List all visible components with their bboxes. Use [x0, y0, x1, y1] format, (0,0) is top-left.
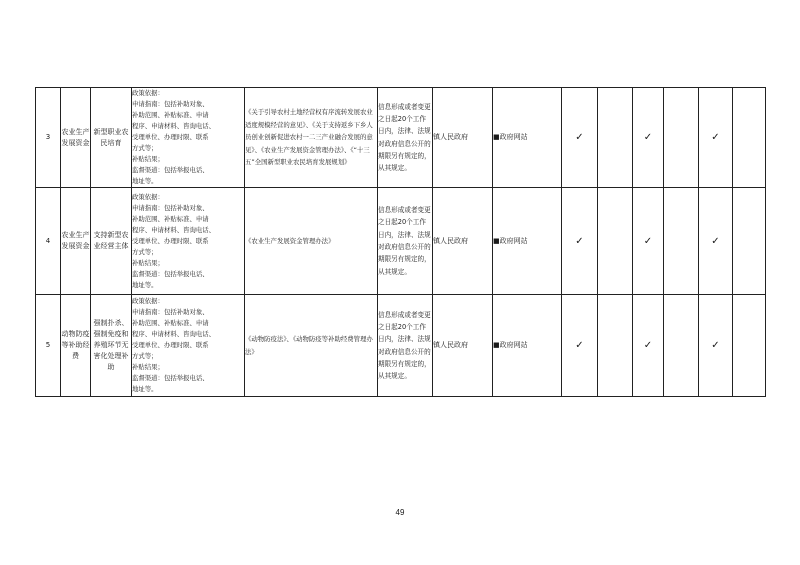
row-time-limit: 信息形成或者变更之日起20个工作日内，法律、法规对政府信息公开的期限另有规定的，从其规定。 [378, 88, 433, 188]
check-mark [598, 88, 633, 188]
check-mark [733, 295, 766, 397]
check-mark [733, 88, 766, 188]
check-mark: ✓ [699, 295, 733, 397]
check-mark: ✓ [562, 88, 598, 188]
check-mark [733, 188, 766, 295]
row-item: 新型职业农民培育 [91, 88, 132, 188]
row-category: 农业生产发展资金 [61, 88, 91, 188]
row-subject: 镇人民政府 [433, 88, 493, 188]
check-mark: ✓ [633, 88, 664, 188]
table-row [36, 188, 766, 295]
check-mark: ✓ [699, 88, 733, 188]
row-time-limit: 信息形成或者变更之日起20个工作日内，法律、法规对政府信息公开的期限另有规定的，从其规定。 [378, 295, 433, 397]
row-category: 农业生产发展资金 [61, 188, 91, 295]
check-mark: ✓ [633, 295, 664, 397]
row-subject: 镇人民政府 [433, 188, 493, 295]
row-channel: ■政府网站 [493, 188, 562, 295]
row-channel: ■政府网站 [493, 295, 562, 397]
check-mark: ✓ [562, 295, 598, 397]
row-channel: ■政府网站 [493, 88, 562, 188]
check-mark [664, 88, 699, 188]
row-basis: 《农业生产发展资金管理办法》 [245, 188, 378, 295]
check-mark: ✓ [699, 188, 733, 295]
row-index: 4 [36, 188, 61, 295]
check-mark [598, 295, 633, 397]
row-category: 动物防疫等补助经费 [61, 295, 91, 397]
check-mark: ✓ [562, 188, 598, 295]
row-index: 5 [36, 295, 61, 397]
row-content: 政策依据： 申请指南：包括补助对象、 补助范围、补贴标准、申请 程序、申请材料、咨询电话、 受理单位、办理时限、联系 方式等； 补贴结果； 监督渠道：包括举报电话、 地址等。 [132, 295, 245, 397]
row-content: 政策依据： 申请指南：包括补助对象、 补助范围、补贴标准、申请 程序、申请材料、咨询电话、 受理单位、办理时限、联系 方式等； 补贴结果； 监督渠道：包括举报电话、 地址等。 [132, 88, 245, 188]
check-mark [598, 188, 633, 295]
table-row [36, 295, 766, 397]
row-subject: 镇人民政府 [433, 295, 493, 397]
table-row [36, 88, 766, 188]
row-content: 政策依据： 申请指南：包括补助对象、 补助范围、补贴标准、申请 程序、申请材料、咨询电话、 受理单位、办理时限、联系 方式等； 补贴结果； 监督渠道：包括举报电话、 地址等。 [132, 188, 245, 295]
row-basis: 《动物防疫法》、《动物防疫等补助经费管理办法》 [245, 295, 378, 397]
row-basis: 《关于引导农村土地经营权有序流转发展农业适度规模经营的意见》、《关于支持返乡下乡人员创业创新促进农村一二三产业融合发展的意见》、《农业生产发展资金管理办法》、《“十三五”全国新型职业农民培育发展规划》 [245, 88, 378, 188]
check-mark: ✓ [633, 188, 664, 295]
row-item: 支持新型农业经营主体 [91, 188, 132, 295]
row-time-limit: 信息形成或者变更之日起20个工作日内，法律、法规对政府信息公开的期限另有规定的，从其规定。 [378, 188, 433, 295]
page-number: 49 [395, 508, 405, 517]
check-mark [664, 295, 699, 397]
row-index: 3 [36, 88, 61, 188]
check-mark [664, 188, 699, 295]
disclosure-table [35, 87, 766, 397]
row-item: 强制扑杀、强制免疫和养殖环节无害化处理补助 [91, 295, 132, 397]
